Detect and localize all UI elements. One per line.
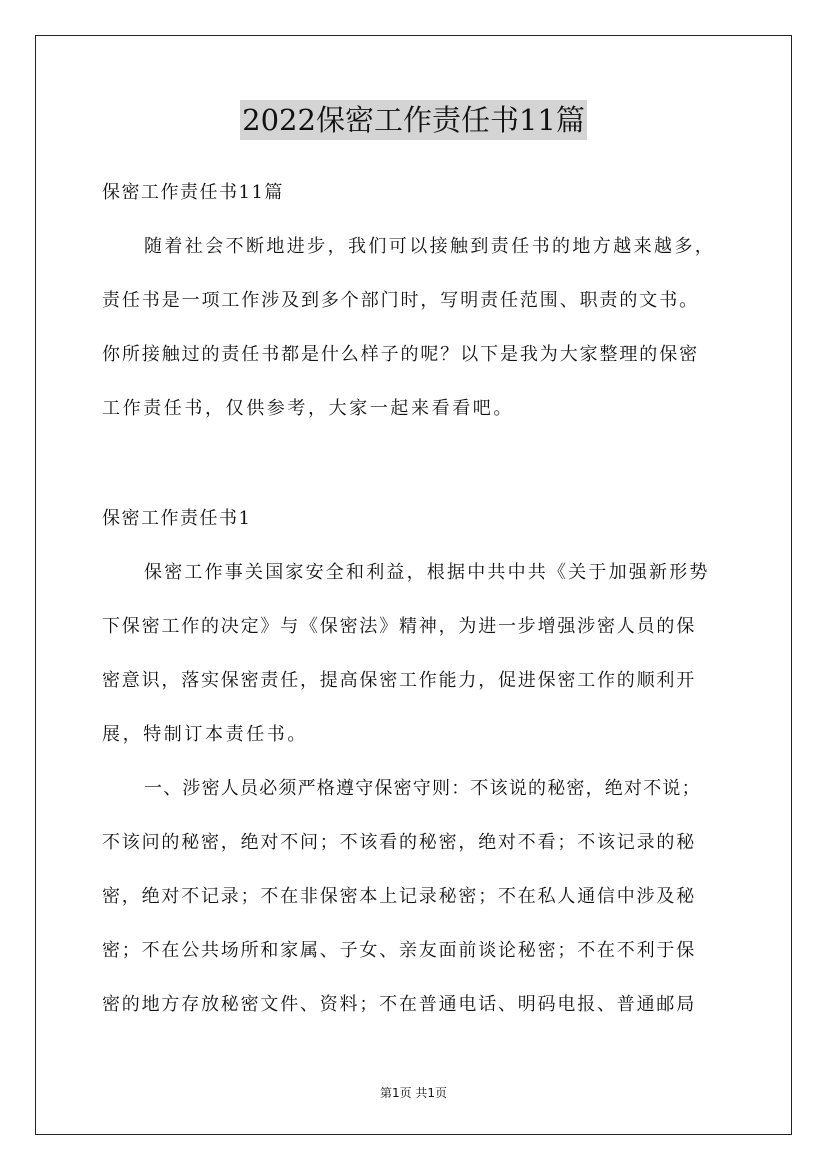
section-line-1: 保密工作事关国家安全和利益，根据中共中共《关于加强新形势 <box>144 562 710 583</box>
section-line-3: 密意识，落实保密责任，提高保密工作能力，促进保密工作的顺利开 <box>102 670 696 691</box>
section-line-4: 展，特制订本责任书。 <box>102 724 308 745</box>
document-subtitle: 保密工作责任书11篇 <box>102 182 284 203</box>
rule-line-3: 密，绝对不记录；不在非保密本上记录秘密；不在私人通信中涉及秘 <box>102 886 696 907</box>
intro-line-1: 随着社会不断地进步，我们可以接触到责任书的地方越来越多， <box>144 236 716 257</box>
intro-line-3: 你所接触过的责任书都是什么样子的呢？以下是我为大家整理的保密 <box>102 344 699 365</box>
rule-line-5: 密的地方存放秘密文件、资料；不在普通电话、明码电报、普通邮局 <box>102 994 696 1015</box>
section-line-2: 下保密工作的决定》与《保密法》精神，为进一步增强涉密人员的保 <box>102 616 696 637</box>
rule-line-1: 一、涉密人员必须严格遵守保密守则：不该说的秘密，绝对不说； <box>144 778 701 799</box>
rule-line-4: 密；不在公共场所和家属、子女、亲友面前谈论秘密；不在不利于保 <box>102 940 696 961</box>
intro-line-4: 工作责任书，仅供参考，大家一起来看看吧。 <box>102 398 514 419</box>
section-heading: 保密工作责任书1 <box>102 508 252 529</box>
title-wrap <box>0 100 827 140</box>
document-title: 2022保密工作责任书11篇 <box>240 100 587 140</box>
intro-line-2: 责任书是一项工作涉及到多个部门时，写明责任范围、职责的文书。 <box>102 290 699 311</box>
rule-line-2: 不该问的秘密，绝对不问；不该看的秘密，绝对不看；不该记录的秘 <box>102 832 696 853</box>
page-footer: 第1页 共1页 <box>379 1086 448 1100</box>
